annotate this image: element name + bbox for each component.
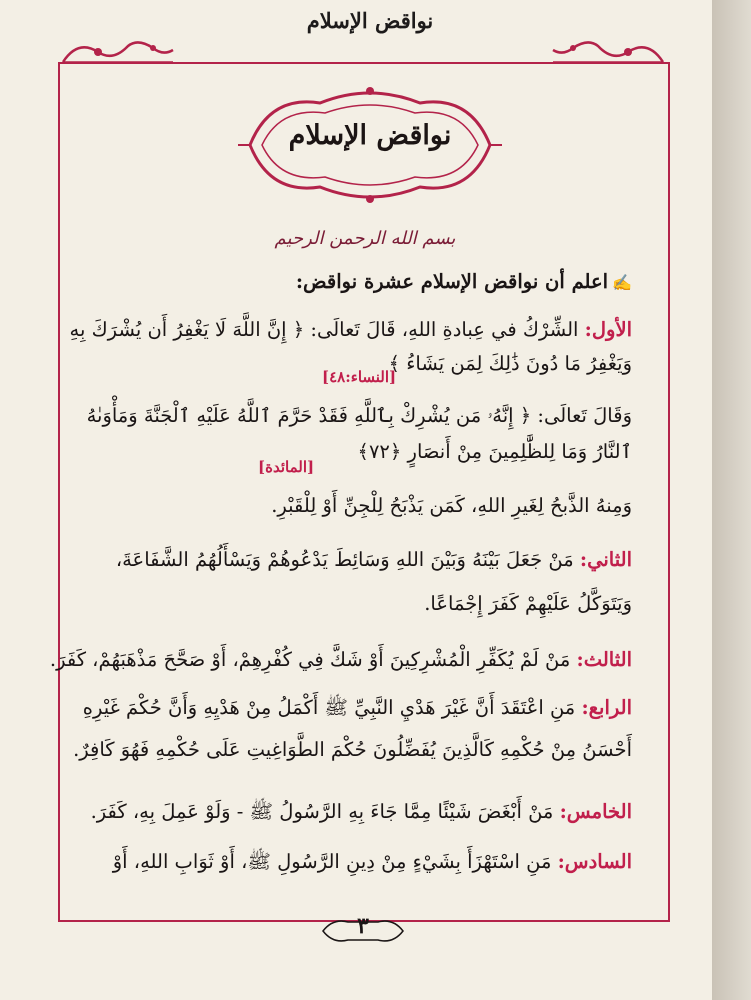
reference-maidah: [المائدة]: [258, 458, 315, 476]
item-label: الأول:: [584, 318, 632, 341]
line-text: وَيَتَوَكَّلُ عَلَيْهِمْ كَفَرَ إِجْمَاعًا.: [424, 592, 632, 615]
next-page-edge: [712, 0, 751, 1000]
text-line: [116, 548, 632, 571]
intro-text: اعلم أن نواقض الإسلام عشرة نواقض:: [295, 270, 609, 293]
pen-icon: ✍: [612, 273, 632, 292]
item-label: الثالث:: [576, 648, 632, 671]
intro-line: [296, 270, 632, 293]
text-line: [91, 800, 632, 828]
line-text: مَنْ لَمْ يُكَفِّرِ الْمُشْرِكِينَ أَوْ شَكَّ فِي كُفْرِهِمْ، أَوْ صَحَّحَ مَذْهَبَهُمْ، كَفَرَ.: [49, 648, 571, 671]
line-text: ٱلنَّارُ وَمَا لِلظَّٰلِمِينَ مِنْ أَنصَارٍ ﴿٧٢﴾: [357, 440, 632, 463]
line-text: وَمِنهُ الذَّبحُ لِغَيرِ اللهِ، كَمَن يَذْبَحُ لِلْجِنِّ أَوْ لِلْقَبْرِ.: [271, 494, 632, 517]
text-line: [50, 648, 632, 671]
text-line: [424, 592, 632, 615]
basmala: بسم الله الرحمن الرحيم: [274, 228, 456, 249]
line-text: مَنْ أَبْغَضَ شَيْئًا مِمَّا جَاءَ بِهِ الرَّسُولُ ﷺ - وَلَوْ عَمِلَ بِهِ، كَفَرَ.: [90, 800, 554, 823]
line-text: وَقَالَ تَعالَى: ﴿ إِنَّهُۥ مَن يُشْرِكْ بِٱللَّهِ فَقَدْ حَرَّمَ ٱللَّهُ عَلَيْهِ ٱلْجَنَّةَ وَمَأْوَىٰهُ: [86, 404, 632, 427]
running-head: نواقض الإسلام: [306, 8, 434, 33]
line-text: مَنْ جَعَلَ بَيْنَهُ وَبَيْنَ اللهِ وَسَائِطَ يَدْعُوهُمْ وَيَسْأَلُهُمُ الشَّفَاعَةَ،: [115, 548, 574, 571]
line-text: وَيَغْفِرُ مَا دُونَ ذَٰلِكَ لِمَن يَشَاءُ ﴾: [388, 352, 632, 375]
line-text: أَحْسَنُ مِنْ حُكْمِهِ كَالَّذِينَ يُفَضِّلُونَ حُكْمَ الطَّوَاغِيتِ عَلَى حُكْمِهِ فَهُوَ كَافِرٌ.: [73, 738, 632, 761]
text-line: [271, 494, 632, 517]
line-text: الشِّرْكُ في عِبادةِ اللهِ، قَالَ تَعالَى: ﴿ إِنَّ اللَّهَ لَا يَغْفِرُ أَن يُشْرَكَ بِهِ: [69, 318, 579, 341]
item-label: الرابع:: [581, 696, 632, 719]
page-number: ٣: [357, 913, 369, 939]
text-line: [389, 352, 632, 375]
line-text: مَنِ اسْتَهْزَأَ بِشَيْءٍ مِنْ دِينِ الرَّسُولِ ﷺ، أَوْ ثَوَابِ اللهِ، أَوْ: [112, 850, 552, 873]
text-line: [73, 738, 632, 761]
text-line: [358, 440, 632, 463]
line-text: مَنِ اعْتَقَدَ أَنَّ غَيْرَ هَدْيِ النَّبِيِّ ﷺ أَكْمَلُ مِنْ هَدْيِهِ وَأَنَّ حُكْمَ غَيْرِهِ: [82, 696, 576, 719]
reference-nisa: [النساء:٤٨]: [322, 368, 397, 386]
item-label: الثاني:: [579, 548, 632, 571]
item-label: السادس:: [557, 850, 632, 873]
text-line: [113, 850, 632, 878]
text-line: [70, 318, 632, 341]
item-label: الخامس:: [559, 800, 632, 823]
text-line: [83, 696, 632, 724]
page-title: نواقض الإسلام: [288, 120, 452, 151]
text-line: [87, 404, 632, 427]
